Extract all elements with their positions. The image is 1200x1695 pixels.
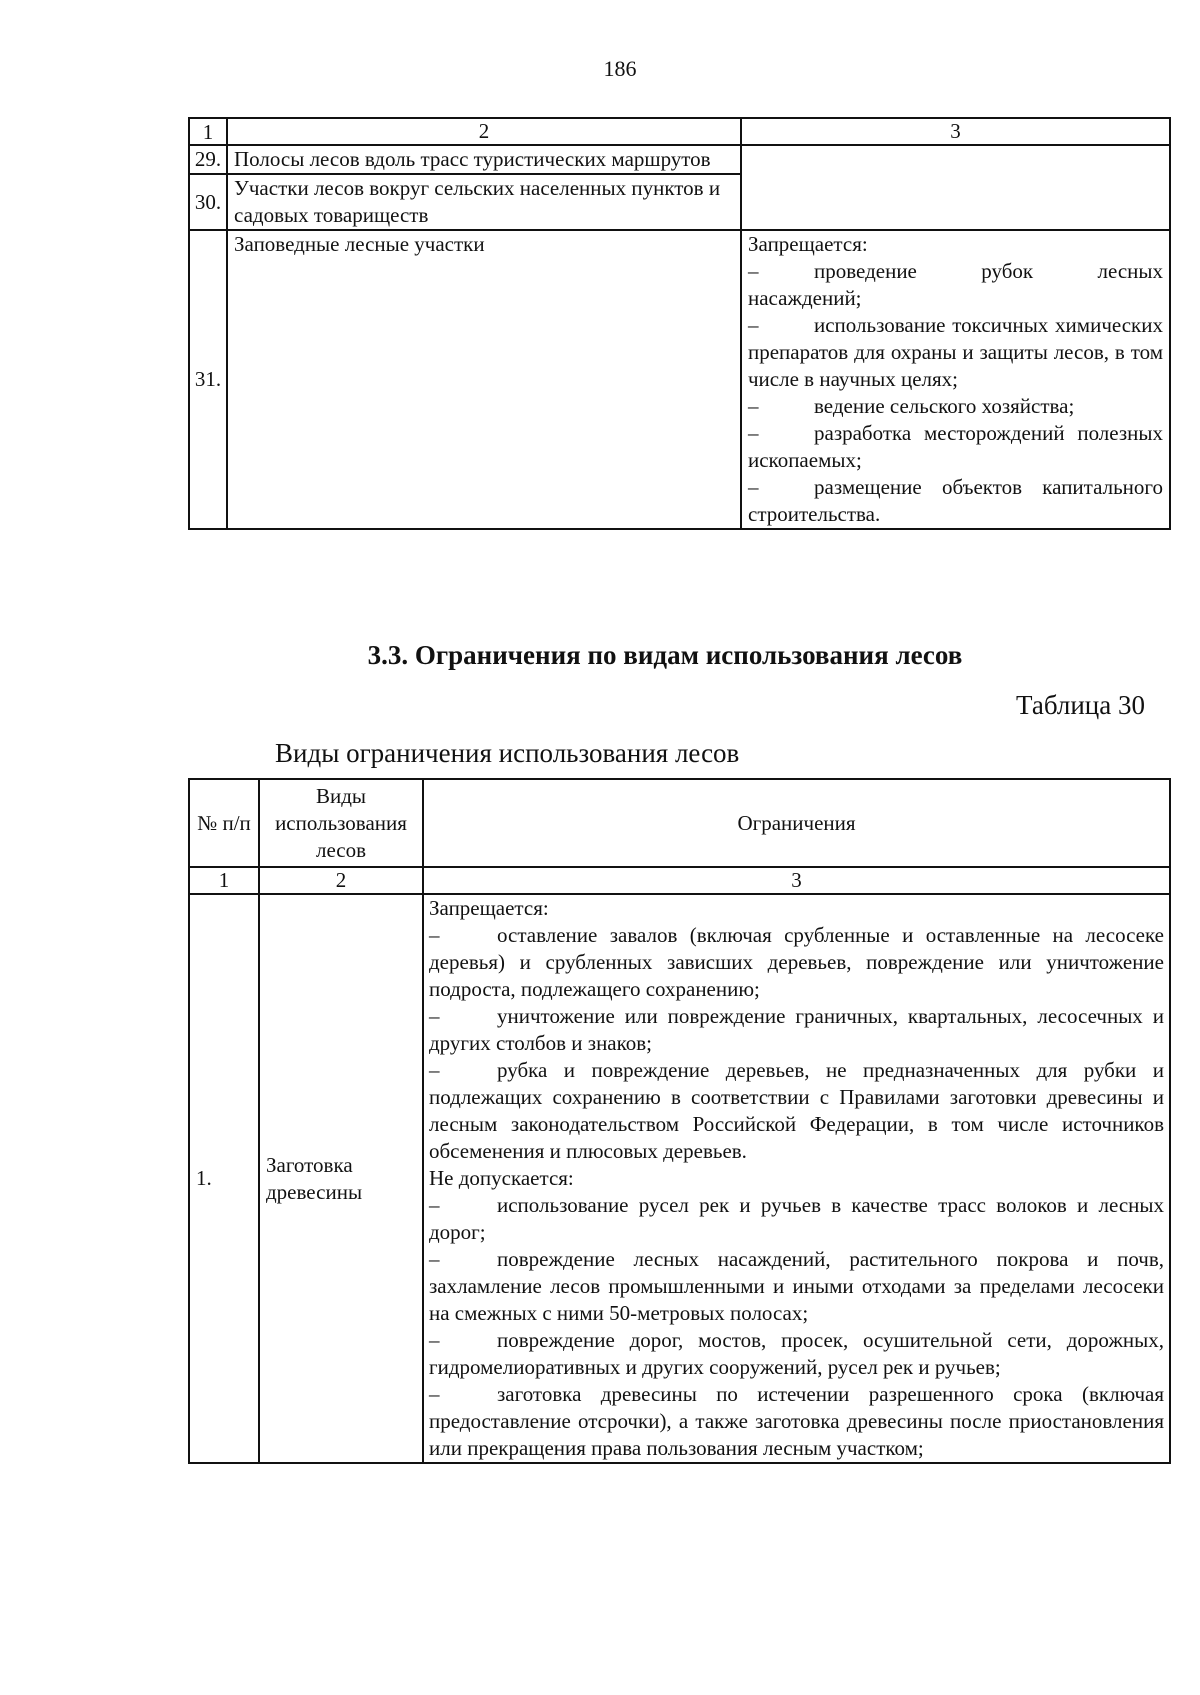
col-header-restrictions: Ограничения xyxy=(423,779,1170,867)
table-number: Таблица 30 xyxy=(1016,690,1145,720)
restriction-item: – рубка и повреждение деревьев, не предназначенных для рубки и подлежащих сохранению в соответствии с Правилами заготовки древесины и лесным законодательством Российской Федерации, в том числе источников обсеменения и плюсовых деревьев. xyxy=(429,1058,1164,1163)
row-number: 30. xyxy=(189,174,227,230)
restriction-item: – проведение рубок лесных насаждений; xyxy=(748,259,1163,310)
row-name: Участки лесов вокруг сельских населенных пунктов и садовых товариществ xyxy=(227,174,741,230)
restriction-item: – заготовка древесины по истечении разрешенного срока (включая предоставление отсрочки), а также заготовка древесины после приостановления или прекращения права пользования лесным участком; xyxy=(429,1382,1164,1460)
table-header-row xyxy=(189,779,1170,867)
col-number-2: 2 xyxy=(259,867,423,894)
col-number-3: 3 xyxy=(423,867,1170,894)
restriction-intro: Не допускается: xyxy=(429,1166,574,1190)
restriction-item: – использование русел рек и ручьев в качестве трасс волоков и лесных дорог; xyxy=(429,1193,1164,1244)
table-caption: Виды ограничения использования лесов xyxy=(275,738,740,768)
row-number: 31. xyxy=(189,230,227,529)
restriction-item: – повреждение дорог, мостов, просек, осушительной сети, дорожных, гидромелиоративных и других сооружений, русел рек и ручьев; xyxy=(429,1328,1164,1379)
row-name: Полосы лесов вдоль трасс туристических маршрутов xyxy=(227,145,741,174)
restriction-item: – разработка месторождений полезных ископаемых; xyxy=(748,421,1163,472)
table-forest-use-restrictions xyxy=(188,778,1171,1464)
row-restrictions-empty xyxy=(741,145,1170,230)
table-row xyxy=(189,894,1170,1463)
row-name: Заповедные лесные участки xyxy=(227,230,741,529)
col-header-1: 1 xyxy=(189,118,227,145)
table-header-row xyxy=(189,118,1170,145)
table-column-numbers-row xyxy=(189,867,1170,894)
section-heading: 3.3. Ограничения по видам использования лесов xyxy=(367,640,963,670)
table-row xyxy=(189,230,1170,529)
row-restrictions xyxy=(741,230,1170,529)
row-number: 29. xyxy=(189,145,227,174)
row-restrictions xyxy=(423,894,1170,1463)
row-number: 1. xyxy=(189,894,259,1463)
restriction-item: – ведение сельского хозяйства; xyxy=(748,394,1075,418)
col-header-number: № п/п xyxy=(189,779,259,867)
page-number: 186 xyxy=(603,56,637,81)
col-header-2: 2 xyxy=(227,118,741,145)
col-header-use-kind: Виды использования лесов xyxy=(259,779,423,867)
restriction-item: – повреждение лесных насаждений, растительного покрова и почв, захламление лесов промышленными и иными отходами за пределами лесосеки на смежных с ними 50-метровых полосах; xyxy=(429,1247,1164,1325)
row-use-kind: Заготовка древесины xyxy=(259,894,423,1463)
restriction-intro: Запрещается: xyxy=(748,232,868,256)
restriction-intro: Запрещается: xyxy=(429,896,549,920)
restriction-item: – использование токсичных химических препаратов для охраны и защиты лесов, в том числе в научных целях; xyxy=(748,313,1163,391)
restriction-item: – уничтожение или повреждение граничных, квартальных, лесосечных и других столбов и знаков; xyxy=(429,1004,1164,1055)
restriction-item: – размещение объектов капитального строительства. xyxy=(748,475,1163,526)
table-restrictions-continued xyxy=(188,117,1171,530)
table-row xyxy=(189,145,1170,174)
col-number-1: 1 xyxy=(189,867,259,894)
restriction-item: – оставление завалов (включая срубленные и оставленные на лесосеке деревья) и срубленных зависших деревьев, повреждение или уничтожение подроста, подлежащего сохранению; xyxy=(429,923,1164,1001)
col-header-3: 3 xyxy=(741,118,1170,145)
